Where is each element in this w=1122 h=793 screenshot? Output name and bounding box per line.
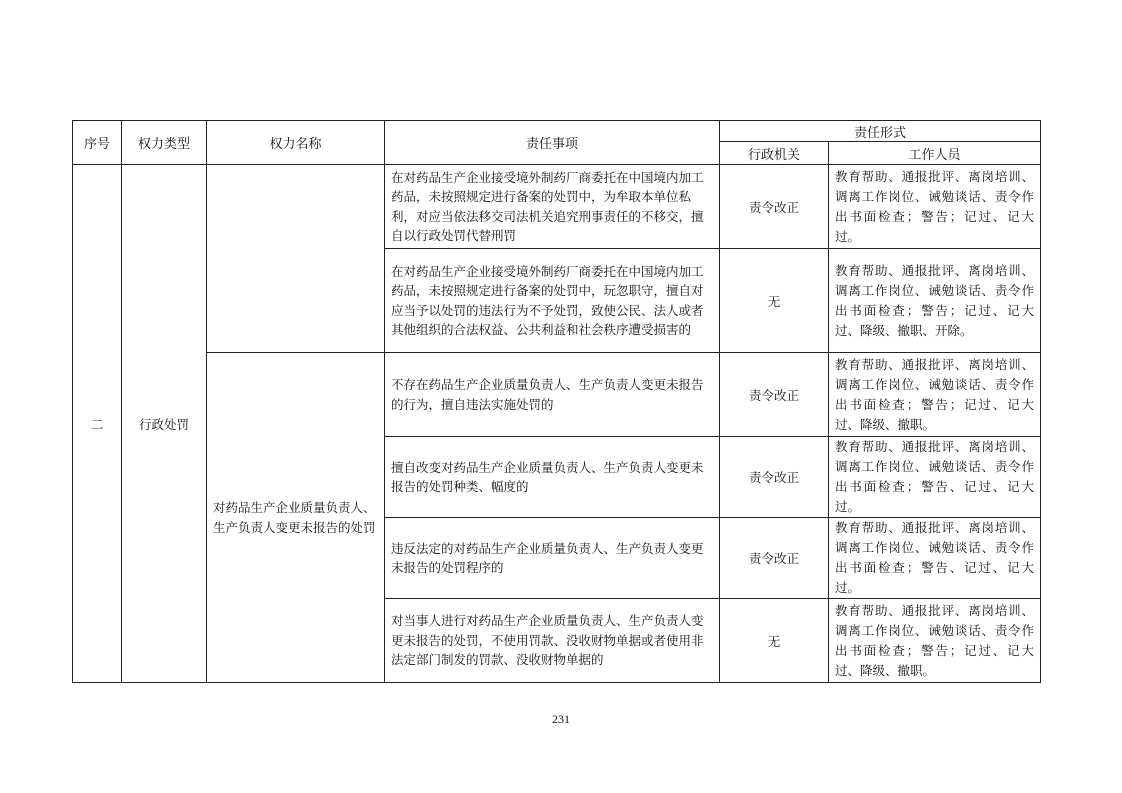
agency-cell: 责令改正 [720,437,829,518]
agency-cell: 无 [720,599,829,683]
staff-cell: 教育帮助、通报批评、离岗培训、调离工作岗位、诫勉谈话、责令作出书面检查；警告；记过、记大过。 [829,165,1041,249]
header-responsibility-form: 责任形式 [720,121,1041,142]
matter-cell: 在对药品生产企业接受境外制药厂商委托在中国境内加工药品，未按照规定进行备案的处罚中，玩忽职守，擅自对应当予以处罚的违法行为不予处罚，致使公民、法人或者其他组织的合法权益、公共利益和社会秩序遭受损害的 [385,249,720,353]
agency-cell: 无 [720,249,829,353]
header-power-name: 权力名称 [207,121,385,165]
page-number: 231 [552,712,570,726]
agency-cell: 责令改正 [720,165,829,249]
matter-cell: 在对药品生产企业接受境外制药厂商委托在中国境内加工药品，未按照规定进行备案的处罚中，为牟取本单位私利，对应当依法移交司法机关追究刑事责任的不移交，擅自以行政处罚代替刑罚 [385,165,720,249]
power-type-cell: 行政处罚 [122,165,207,683]
agency-cell: 责令改正 [720,353,829,437]
table-row [73,353,1041,437]
header-agency: 行政机关 [720,142,829,165]
matter-cell: 擅自改变对药品生产企业质量负责人、生产负责人变更未报告的处罚种类、幅度的 [385,437,720,518]
matter-cell: 不存在药品生产企业质量负责人、生产负责人变更未报告的行为，擅自违法实施处罚的 [385,353,720,437]
header-row [73,121,1041,142]
agency-cell: 责令改正 [720,518,829,599]
power-name-cell: 对药品生产企业质量负责人、生产负责人变更未报告的处罚 [207,353,385,683]
header-responsibility-matter: 责任事项 [385,121,720,165]
matter-cell: 违反法定的对药品生产企业质量负责人、生产负责人变更未报告的处罚程序的 [385,518,720,599]
seq-cell: 二 [73,165,122,683]
table-row [73,165,1041,249]
header-staff: 工作人员 [829,142,1041,165]
responsibility-table [72,120,1041,683]
staff-cell: 教育帮助、通报批评、离岗培训、调离工作岗位、诫勉谈话、责令作出书面检查；警告；记过、记大过、降级、撤职。 [829,353,1041,437]
header-seq: 序号 [73,121,122,165]
header-power-type: 权力类型 [122,121,207,165]
staff-cell: 教育帮助、通报批评、离岗培训、调离工作岗位、诫勉谈话、责令作出书面检查；警告、记过、记大过。 [829,437,1041,518]
matter-cell: 对当事人进行对药品生产企业质量负责人、生产负责人变更未报告的处罚，不使用罚款、没收财物单据或者使用非法定部门制发的罚款、没收财物单据的 [385,599,720,683]
staff-cell: 教育帮助、通报批评、离岗培训、调离工作岗位、诫勉谈话、责令作出书面检查；警告；记过、记大过、降级、撤职。 [829,599,1041,683]
staff-cell: 教育帮助、通报批评、离岗培训、调离工作岗位、诫勉谈话、责令作出书面检查；警告、记过、记大过。 [829,518,1041,599]
staff-cell: 教育帮助、通报批评、离岗培训、调离工作岗位、诫勉谈话、责令作出书面检查；警告；记过、记大过、降级、撤职、开除。 [829,249,1041,353]
power-name-cell-empty [207,165,385,353]
